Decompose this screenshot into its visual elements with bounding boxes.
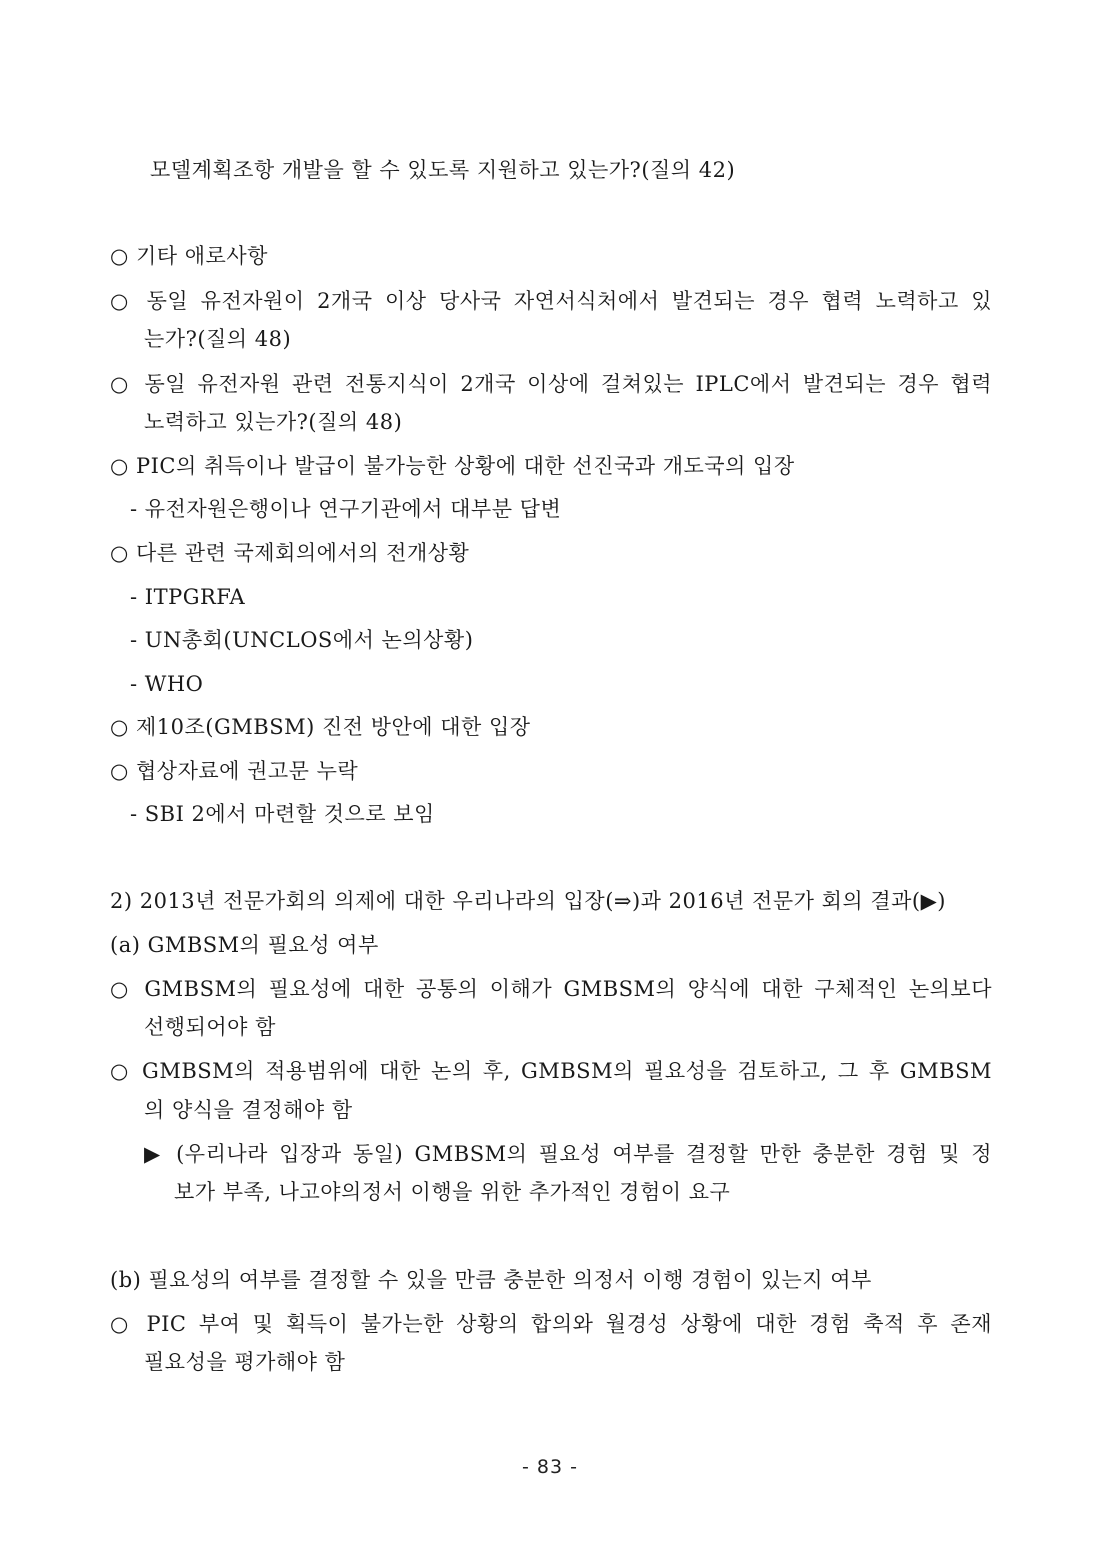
dash-sub-item: - UN총회(UNCLOS에서 논의상황) [130, 628, 474, 652]
bullet-item: ○ 다른 관련 국제회의에서의 전개상황 [110, 541, 470, 565]
dash-sub-item: - 유전자원은행이나 연구기관에서 대부분 답변 [130, 497, 562, 521]
bullet-item: ○ GMBSM의 필요성에 대한 공통의 이해가 GMBSM의 양식에 대한 구체적인 논의보다 [110, 977, 992, 1001]
bullet-item-continuation: 의 양식을 결정해야 함 [144, 1098, 353, 1122]
dash-sub-item: - ITPGRFA [130, 585, 246, 609]
bullet-item: ○ 기타 애로사항 [110, 244, 268, 268]
result-item-continuation: 보가 부족, 나고야의정서 이행을 위한 추가적인 경험이 요구 [174, 1180, 731, 1204]
bullet-item-continuation: 필요성을 평가해야 함 [144, 1350, 346, 1374]
result-item: ▶ (우리나라 입장과 동일) GMBSM의 필요성 여부를 결정할 만한 충분한 경험 및 정 [144, 1142, 992, 1166]
subsection-heading: (b) 필요성의 여부를 결정할 수 있을 만큼 충분한 의정서 이행 경험이 있는지 여부 [110, 1268, 872, 1292]
bullet-item: ○ 동일 유전자원이 2개국 이상 당사국 자연서식처에서 발견되는 경우 협력 노력하고 있 [110, 289, 992, 313]
bullet-item-continuation: 선행되어야 함 [144, 1015, 276, 1039]
subsection-heading: (a) GMBSM의 필요성 여부 [110, 933, 379, 957]
page-number: - 83 - [522, 1456, 578, 1478]
bullet-item-continuation: 노력하고 있는가?(질의 48) [144, 410, 403, 434]
bullet-item: ○ 협상자료에 권고문 누락 [110, 759, 359, 783]
dash-sub-item: - WHO [130, 672, 204, 696]
bullet-item: ○ 동일 유전자원 관련 전통지식이 2개국 이상에 걸쳐있는 IPLC에서 발견되는 경우 협력 [110, 372, 992, 396]
bullet-item: ○ GMBSM의 적용범위에 대한 논의 후, GMBSM의 필요성을 검토하고, 그 후 GMBSM [110, 1059, 992, 1083]
bullet-item-continuation: 는가?(질의 48) [144, 327, 292, 351]
dash-sub-item: - SBI 2에서 마련할 것으로 보임 [130, 802, 435, 826]
bullet-item: ○ PIC의 취득이나 발급이 불가능한 상황에 대한 선진국과 개도국의 입장 [110, 454, 795, 478]
section-heading: 2) 2013년 전문가회의 의제에 대한 우리나라의 입장(⇒)과 2016년 전문가 회의 결과(▶) [110, 889, 946, 913]
bullet-item: ○ 제10조(GMBSM) 진전 방안에 대한 입장 [110, 715, 531, 739]
bullet-item: ○ PIC 부여 및 획득이 불가는한 상황의 합의와 월경성 상황에 대한 경험 축적 후 존재 [110, 1312, 992, 1336]
continued-paragraph-line: 모델계획조항 개발을 할 수 있도록 지원하고 있는가?(질의 42) [150, 158, 736, 182]
